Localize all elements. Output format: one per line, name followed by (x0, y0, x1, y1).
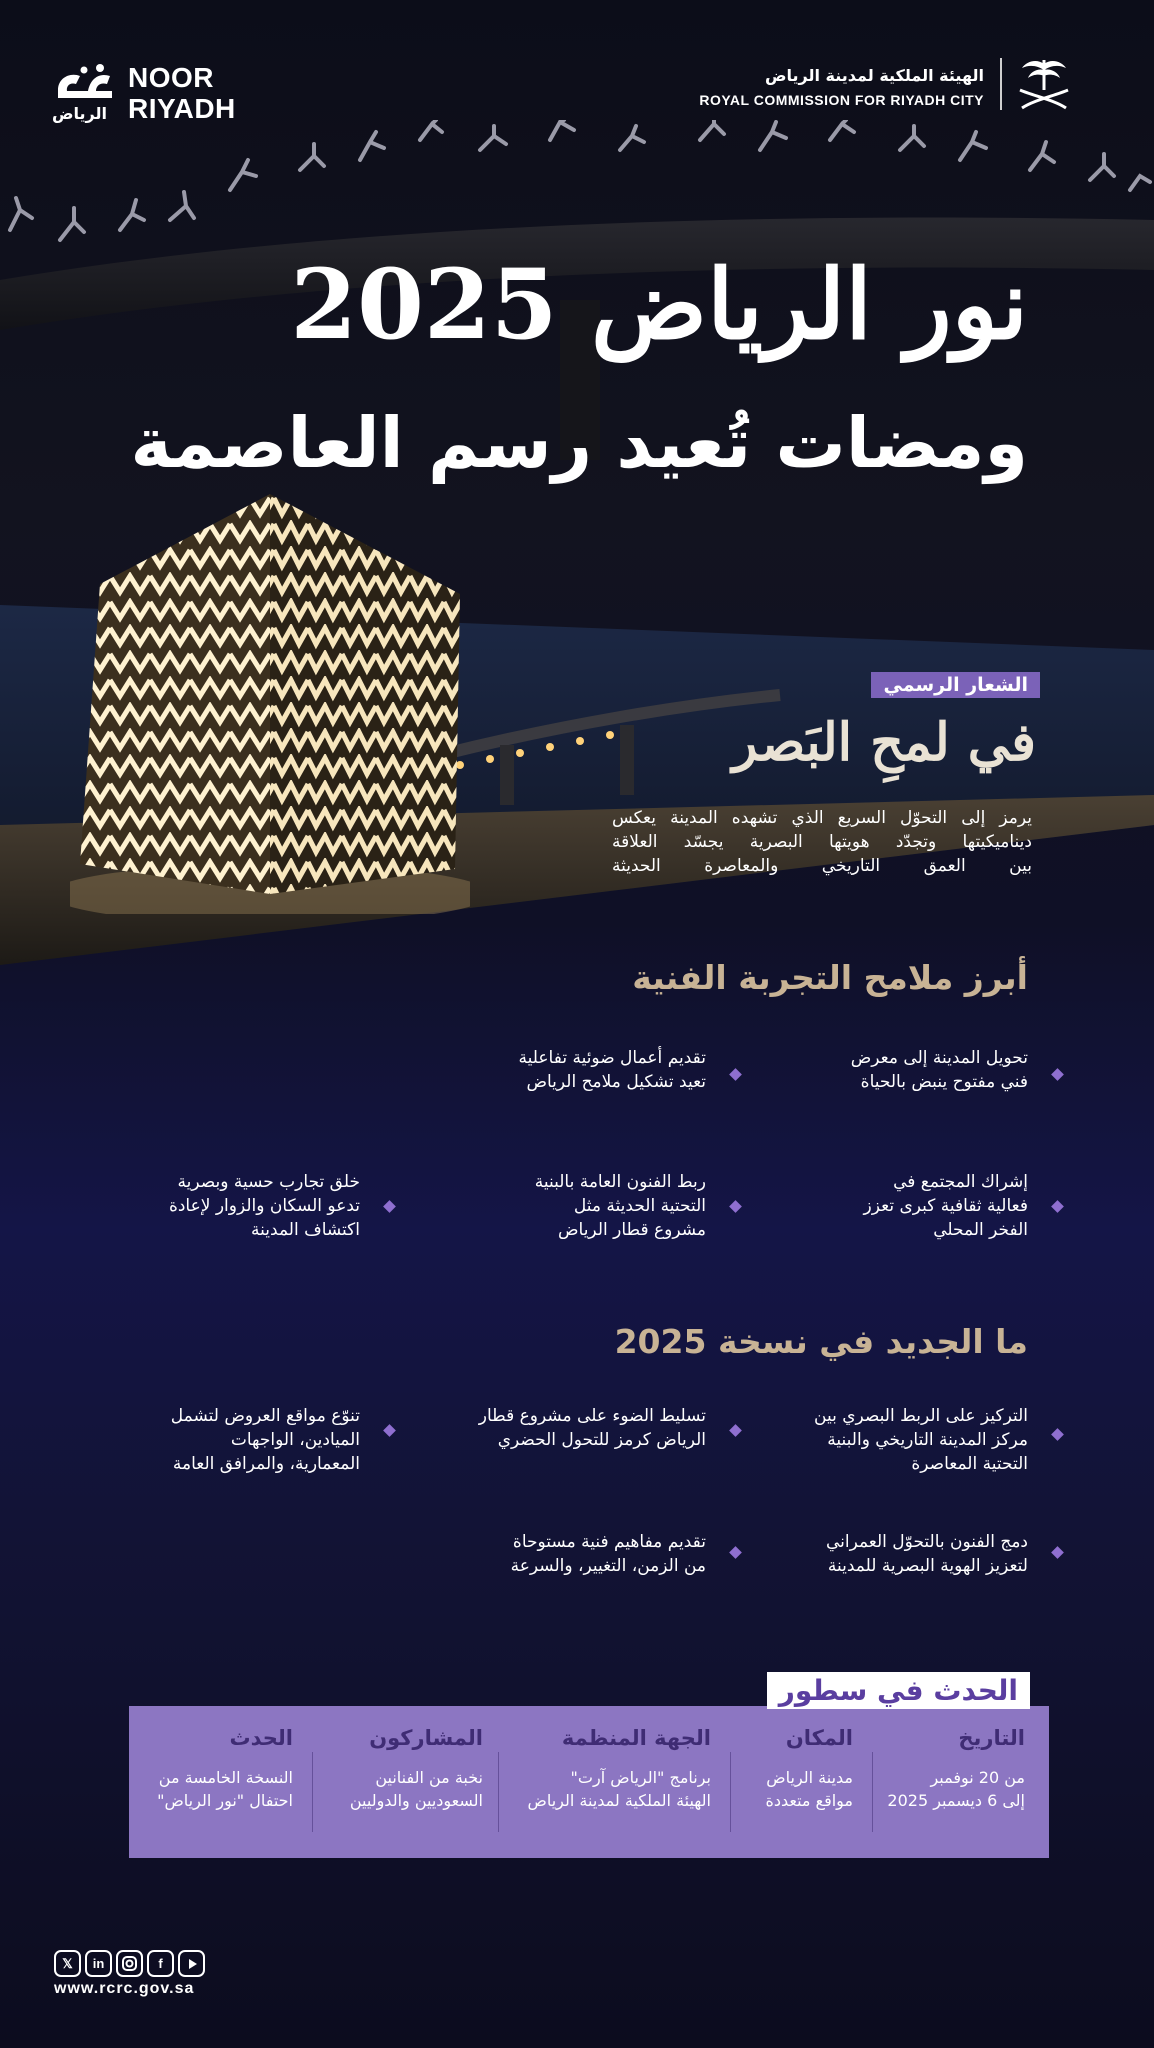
instagram-glyph-icon (122, 1956, 137, 1971)
summary-col-line: مدينة الرياض (766, 1768, 853, 1787)
social-links (54, 1950, 205, 1977)
summary-col-line: احتفال "نور الرياض" (157, 1791, 293, 1810)
new-edition-item (120, 1404, 360, 1476)
youtube-glyph-icon (185, 1957, 199, 1971)
diamond-bullet-icon (729, 1200, 742, 1213)
summary-col-line: الهيئة الملكية لمدينة الرياض (527, 1791, 711, 1810)
summary-divider (872, 1752, 873, 1832)
feature-line: تعيد تشكيل ملامح الرياض (526, 1072, 706, 1092)
feature-item (456, 1170, 706, 1242)
diamond-bullet-icon (1051, 1068, 1064, 1081)
summary-divider (730, 1752, 731, 1832)
summary-col-line: مواقع متعددة (765, 1791, 853, 1810)
summary-col-line: السعوديين والدوليين (349, 1791, 483, 1810)
feature-line: مشروع قطار الرياض (557, 1220, 706, 1240)
summary-col-body (765, 1766, 853, 1812)
new-edition-line: التركيز على الربط البصري بين (814, 1406, 1028, 1426)
summary-col-heading: المكان (785, 1726, 853, 1750)
new-edition-item (456, 1530, 706, 1578)
logo-divider (1000, 58, 1002, 110)
feature-line: تحويل المدينة إلى معرض (850, 1048, 1028, 1068)
summary-col-event (157, 1726, 293, 1838)
feature-line: تدعو السكان والزوار لإعادة (168, 1196, 360, 1216)
x-icon[interactable]: 𝕏 (54, 1950, 81, 1977)
feature-line: إشراك المجتمع في (893, 1172, 1028, 1192)
light-cube-sculpture (70, 494, 470, 914)
slogan-description (612, 806, 1032, 878)
slogan-description-line: بين العمق التاريخي والمعاصرة الحديثة (612, 856, 1032, 876)
diamond-bullet-icon (383, 1424, 396, 1437)
feature-line: التحتية الحديثة مثل (573, 1196, 706, 1216)
summary-col-heading: التاريخ (958, 1726, 1025, 1750)
summary-col-body (350, 1766, 483, 1812)
new-edition-line: التحتية المعاصرة (911, 1454, 1028, 1474)
slogan-tag: الشعار الرسمي (871, 672, 1040, 698)
new-edition-line: من الزمن، التغيير، والسرعة (510, 1556, 706, 1576)
main-title: نور الرياض 2025 (290, 248, 1028, 361)
summary-heading: الحدث في سطور (767, 1672, 1030, 1709)
summary-col-line: إلى 6 ديسمبر 2025 (887, 1791, 1025, 1810)
new-edition-item (778, 1404, 1028, 1476)
new-edition-line: دمج الفنون بالتحوّل العمراني (825, 1532, 1028, 1552)
feature-item (788, 1046, 1028, 1094)
new-edition-line: الرياض كرمز للتحول الحضري (497, 1430, 706, 1450)
feature-line: فني مفتوح ينبض بالحياة (860, 1072, 1028, 1092)
noor-logo-english (128, 62, 236, 124)
noor-riyadh-logo (52, 58, 262, 128)
feature-item (456, 1046, 706, 1094)
commission-name-english: ROYAL COMMISSION FOR RIYADH CITY (699, 92, 984, 108)
noor-logo-arabic: الرياض (52, 104, 107, 123)
commission-name-arabic: الهيئة الملكية لمدينة الرياض (764, 66, 984, 85)
summary-col-place (765, 1726, 853, 1838)
new-edition-line: تقديم مفاهيم فنية مستوحاة (512, 1532, 706, 1552)
summary-col-organizer (528, 1726, 712, 1838)
new-edition-line: المعمارية، والمرافق العامة (172, 1454, 360, 1474)
summary-col-body (887, 1766, 1025, 1812)
new-edition-line: تسليط الضوء على مشروع قطار (478, 1406, 706, 1426)
slogan-description-line: يرمز إلى التحوّل السريع الذي تشهده المدينة يعكس (612, 808, 1032, 828)
diamond-bullet-icon (729, 1424, 742, 1437)
new-edition-line: لتعزيز الهوية البصرية للمدينة (827, 1556, 1028, 1576)
summary-col-body (528, 1766, 712, 1812)
diamond-bullet-icon (1051, 1200, 1064, 1213)
palm-swords-emblem-icon (1014, 56, 1074, 114)
feature-item (828, 1170, 1028, 1242)
summary-col-heading: الجهة المنظمة (561, 1726, 711, 1750)
new-edition-heading: ما الجديد في نسخة 2025 (614, 1322, 1028, 1361)
feature-line: اكتشاف المدينة (251, 1220, 360, 1240)
summary-col-body (157, 1766, 293, 1812)
feature-line: فعالية ثقافية كبرى تعزز (863, 1196, 1028, 1216)
diamond-bullet-icon (1051, 1546, 1064, 1559)
feature-line: خلق تجارب حسية وبصرية (177, 1172, 360, 1192)
summary-col-line: نخبة من الفنانين (375, 1768, 483, 1787)
noor-logo-line2: RIYADH (128, 93, 236, 124)
summary-col-line: من 20 نوفمبر (930, 1768, 1025, 1787)
main-subtitle: ومضات تُعيد رسم العاصمة (130, 402, 1028, 484)
summary-col-date (887, 1726, 1025, 1838)
summary-col-heading: الحدث (229, 1726, 293, 1750)
new-edition-line: مركز المدينة التاريخي والبنية (827, 1430, 1028, 1450)
facebook-icon[interactable]: f (147, 1950, 174, 1977)
summary-col-line: النسخة الخامسة من (158, 1768, 293, 1787)
diamond-bullet-icon (383, 1200, 396, 1213)
summary-col-heading: المشاركون (369, 1726, 483, 1750)
summary-box (129, 1706, 1049, 1858)
features-heading: أبرز ملامح التجربة الفنية (632, 958, 1028, 997)
website-url[interactable]: www.rcrc.gov.sa (54, 1980, 195, 1997)
linkedin-icon[interactable]: in (85, 1950, 112, 1977)
diamond-bullet-icon (729, 1546, 742, 1559)
new-edition-item (778, 1530, 1028, 1578)
diamond-bullet-icon (729, 1068, 742, 1081)
new-edition-line: الميادين، الواجهات (230, 1430, 360, 1450)
slogan-text: في لمحِ البَصر (732, 712, 1036, 773)
slogan-description-line: ديناميكيتها وتجدّد هويتها البصرية يجسّد العلاقة (612, 832, 1032, 852)
summary-divider (498, 1752, 499, 1832)
feature-line: الفخر المحلي (933, 1220, 1028, 1240)
noor-logo-line1: NOOR (128, 62, 214, 93)
summary-col-line: برنامج "الرياض آرت" (570, 1768, 711, 1787)
feature-line: ربط الفنون العامة بالبنية (534, 1172, 706, 1192)
summary-col-participants (350, 1726, 483, 1838)
instagram-icon[interactable] (116, 1950, 143, 1977)
diamond-bullet-icon (1051, 1428, 1064, 1441)
royal-commission-logo (694, 54, 1114, 114)
new-edition-line: تنوّع مواقع العروض لتشمل (170, 1406, 360, 1426)
summary-divider (312, 1752, 313, 1832)
youtube-icon[interactable] (178, 1950, 205, 1977)
new-edition-item (456, 1404, 706, 1452)
feature-line: تقديم أعمال ضوئية تفاعلية (518, 1048, 706, 1068)
feature-item (120, 1170, 360, 1242)
